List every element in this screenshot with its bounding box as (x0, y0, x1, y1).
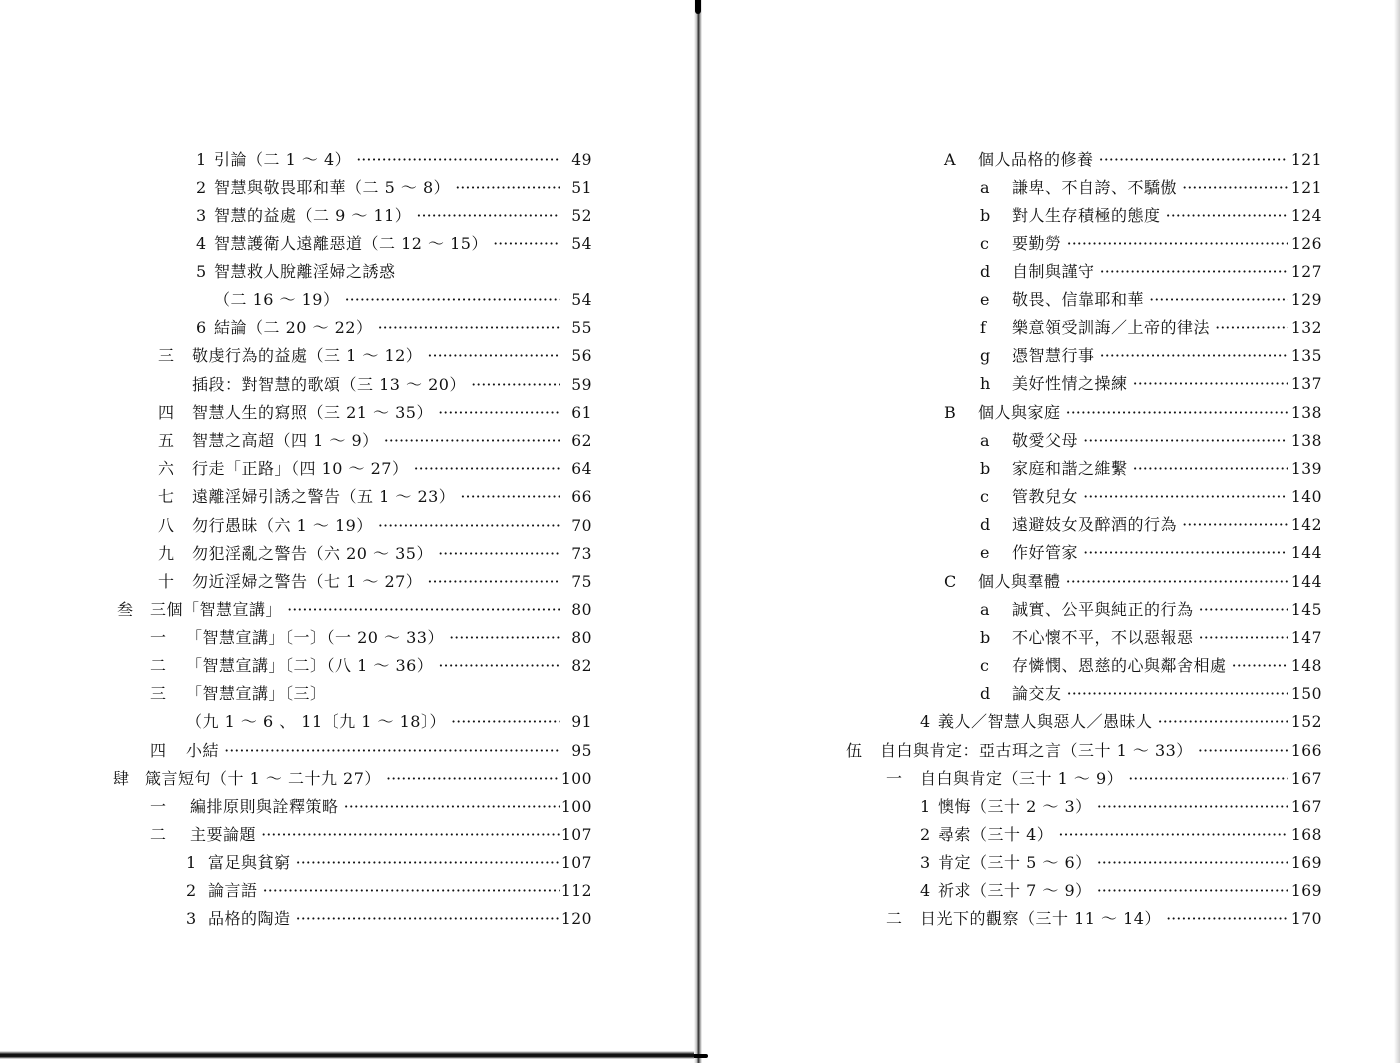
toc-entry-page-number: 64 (571, 460, 592, 478)
toc-entry-title: 義人／智慧人與惡人／愚昧人 ····· (938, 710, 1288, 734)
toc-entry-page-number: 138 (1290, 404, 1322, 422)
toc-entry-title: 箴言短句（十 1 ～ 二十九 27） ····· (145, 767, 560, 791)
toc-entry (706, 260, 1400, 284)
toc-entry (0, 288, 694, 312)
toc-entry-page-number: 150 (1290, 685, 1322, 703)
toc-entry-number: 4 (920, 881, 931, 900)
toc-entry-page-number: 152 (1290, 713, 1322, 731)
toc-entry-page-number: 144 (1290, 544, 1322, 562)
toc-entry-page-number: 169 (1290, 882, 1322, 900)
toc-entry-number: B (944, 403, 957, 422)
toc-entry (0, 148, 694, 172)
toc-entry-title: 憑智慧行事 ····· (1012, 344, 1288, 368)
toc-entry-number: 九 (158, 544, 175, 563)
toc-entry-title: 誠實、公平與純正的行為 ····· (1012, 598, 1288, 622)
toc-entry-page-number: 82 (571, 657, 592, 675)
toc-entry (706, 148, 1400, 172)
toc-entry-page-number: 126 (1290, 235, 1322, 253)
toc-entry-page-number: 91 (571, 713, 592, 731)
toc-entry-page-number: 52 (571, 207, 592, 225)
toc-entry (706, 626, 1400, 650)
toc-entry-page-number: 121 (1290, 151, 1322, 169)
toc-entry-title: 遠離淫婦引誘之警告（五 1 ～ 23） ····· (192, 485, 560, 509)
toc-entry-page-number: 55 (571, 319, 592, 337)
toc-entry-number: c (980, 234, 990, 253)
toc-entry-number: 1 (920, 797, 931, 816)
toc-entry-title: 智慧護衛人遠離惡道（二 12 ～ 15） ····· (214, 232, 560, 256)
binding-mark-top (695, 0, 701, 14)
toc-entry-title: 智慧之高超（四 1 ～ 9） ····· (192, 429, 560, 453)
toc-entry-number: d (980, 684, 991, 703)
toc-entry (706, 429, 1400, 453)
toc-entry-page-number: 80 (571, 601, 592, 619)
toc-entry-page-number: 124 (1290, 207, 1322, 225)
toc-entry-title: 自白與肯定（三十 1 ～ 9） ····· (920, 767, 1288, 791)
toc-entry-page-number: 167 (1290, 770, 1322, 788)
toc-entry (706, 513, 1400, 537)
toc-entry-title: 智慧與敬畏耶和華（二 5 ～ 8） ····· (214, 176, 560, 200)
toc-entry (0, 429, 694, 453)
toc-entry (0, 795, 694, 819)
page-bottom-edge (0, 1051, 694, 1059)
toc-entry-title: 論交友 ····· (1012, 682, 1288, 706)
toc-entry-number: e (980, 290, 990, 309)
toc-entry (706, 879, 1400, 903)
toc-entry-number: b (980, 459, 991, 478)
toc-entry (0, 626, 694, 650)
toc-entry-page-number: 170 (1290, 910, 1322, 928)
toc-entry-page-number: 140 (1290, 488, 1322, 506)
toc-entry-number: a (980, 178, 991, 197)
toc-entry-title: 「智慧宣講」〔一〕（一 20 ～ 33） ····· (186, 626, 560, 650)
right-page (706, 0, 1400, 1063)
toc-entry (706, 795, 1400, 819)
toc-entry-page-number: 54 (571, 291, 592, 309)
toc-entry-number: c (980, 487, 990, 506)
toc-entry-page-number: 100 (560, 770, 592, 788)
toc-entry-page-number: 70 (571, 517, 592, 535)
toc-entry-number: 三 (150, 684, 167, 703)
toc-entry-title: 謙卑、不自誇、不驕傲 ····· (1012, 176, 1288, 200)
toc-entry (706, 457, 1400, 481)
toc-entry-number: 2 (186, 881, 197, 900)
toc-entry (0, 344, 694, 368)
toc-entry (706, 485, 1400, 509)
toc-entry-page-number: 51 (571, 179, 592, 197)
toc-entry-title: 主要論題 ····· (190, 823, 560, 847)
toc-entry-title: 存憐憫、恩慈的心與鄰舍相處 ····· (1012, 654, 1288, 678)
toc-entry-page-number: 120 (560, 910, 592, 928)
toc-entry (706, 598, 1400, 622)
toc-entry-page-number: 107 (560, 854, 592, 872)
toc-entry-title: 勿行愚昧（六 1 ～ 19） ····· (192, 514, 560, 538)
toc-entry-number: 6 (196, 318, 207, 337)
toc-entry-number: g (980, 346, 991, 365)
toc-entry-page-number: 166 (1290, 742, 1322, 760)
toc-entry-title: 尋索（三十 4） ····· (938, 823, 1288, 847)
toc-entry-number: d (980, 262, 991, 281)
toc-entry (0, 879, 694, 903)
toc-entry-number: a (980, 600, 991, 619)
toc-entry-number: 二 (150, 656, 167, 675)
toc-entry-number: 2 (920, 825, 931, 844)
toc-entry-number: 二 (886, 909, 903, 928)
toc-entry-page-number: 56 (571, 347, 592, 365)
toc-entry-number: 2 (196, 178, 207, 197)
toc-entry-number: 三 (158, 346, 175, 365)
toc-entry-number: 一 (886, 769, 903, 788)
toc-entry-title: 結論（二 20 ～ 22） ····· (214, 316, 560, 340)
toc-entry-title: 智慧的益處（二 9 ～ 11） ····· (214, 204, 560, 228)
toc-entry-page-number: 167 (1290, 798, 1322, 816)
toc-entry-number: 五 (158, 431, 175, 450)
toc-entry-number: 4 (196, 234, 207, 253)
toc-entry (706, 176, 1400, 200)
toc-entry-number: 二 (150, 825, 167, 844)
right-toc-list (706, 0, 1400, 1063)
toc-entry (0, 401, 694, 425)
toc-entry-number: b (980, 628, 991, 647)
toc-entry (0, 823, 694, 847)
toc-entry-number: 肆 (113, 769, 130, 788)
toc-entry-page-number: 59 (571, 376, 592, 394)
toc-entry-page-number: 121 (1290, 179, 1322, 197)
toc-entry-page-number: 61 (571, 404, 592, 422)
toc-entry-number: h (980, 374, 991, 393)
toc-entry-number: 一 (150, 797, 167, 816)
toc-entry-page-number: 135 (1290, 347, 1322, 365)
toc-entry-page-number: 144 (1290, 573, 1322, 591)
toc-entry-number: e (980, 543, 990, 562)
toc-entry-page-number: 139 (1290, 460, 1322, 478)
toc-entry-page-number: 54 (571, 235, 592, 253)
toc-entry (0, 232, 694, 256)
toc-entry-title: 對人生存積極的態度 ····· (1012, 204, 1288, 228)
toc-entry-title: 勿近淫婦之警告（七 1 ～ 27） ····· (192, 570, 560, 594)
toc-entry-title: 插段：對智慧的歌頌（三 13 ～ 20） ····· (192, 373, 560, 397)
toc-entry-page-number: 148 (1290, 657, 1322, 675)
toc-entry-page-number: 127 (1290, 263, 1322, 281)
toc-entry (706, 682, 1400, 706)
toc-entry (0, 767, 694, 791)
toc-entry-title: 編排原則與詮釋策略 ····· (190, 795, 560, 819)
toc-entry (0, 260, 694, 284)
toc-entry (706, 372, 1400, 396)
toc-entry-title: 管教兒女 ····· (1012, 485, 1288, 509)
toc-entry (706, 570, 1400, 594)
toc-entry-page-number: 100 (560, 798, 592, 816)
toc-entry (0, 542, 694, 566)
toc-entry-title: 三個「智慧宣講」 ····· (150, 598, 560, 622)
toc-entry (0, 682, 694, 706)
toc-entry-title: 勿犯淫亂之警告（六 20 ～ 35） ····· (192, 542, 560, 566)
toc-entry-title: 個人品格的修養 ····· (978, 148, 1288, 172)
toc-entry-page-number: 80 (571, 629, 592, 647)
book-gutter (694, 0, 702, 1063)
toc-entry-title: 個人與家庭 ····· (978, 401, 1288, 425)
toc-entry (0, 710, 694, 734)
toc-entry-number: 八 (158, 516, 175, 535)
toc-entry (0, 907, 694, 931)
toc-entry-page-number: 137 (1290, 375, 1322, 393)
toc-entry-title: 遠避妓女及醉酒的行為 ····· (1012, 513, 1288, 537)
left-page (0, 0, 694, 1063)
toc-entry-title: 祈求（三十 7 ～ 9） ····· (938, 879, 1288, 903)
toc-entry (706, 288, 1400, 312)
toc-entry-page-number: 73 (571, 545, 592, 563)
toc-entry (0, 739, 694, 763)
toc-entry-title: 敬畏、信靠耶和華 ····· (1012, 288, 1288, 312)
toc-entry-title: 自白與肯定：亞古珥之言（三十 1 ～ 33） ····· (880, 739, 1288, 763)
toc-entry-title: 智慧人生的寫照（三 21 ～ 35） ····· (192, 401, 560, 425)
toc-entry-title: 敬愛父母 ····· (1012, 429, 1288, 453)
toc-entry-title: 「智慧宣講」〔三〕 (186, 684, 327, 703)
toc-entry-title: 論言語 ····· (208, 879, 560, 903)
toc-entry (0, 570, 694, 594)
toc-entry-title: 美好性情之操練 ····· (1012, 372, 1288, 396)
toc-entry-title: 行走「正路」（四 10 ～ 27） ····· (192, 457, 560, 481)
toc-entry-number: 5 (196, 262, 207, 281)
toc-entry-number: f (980, 318, 987, 337)
toc-entry-page-number: 147 (1290, 629, 1322, 647)
toc-entry-page-number: 142 (1290, 516, 1322, 534)
toc-entry-number: 叁 (117, 600, 134, 619)
toc-entry-page-number: 66 (571, 488, 592, 506)
toc-entry-number: 1 (186, 853, 197, 872)
toc-entry-page-number: 132 (1290, 319, 1322, 337)
toc-entry-title: 「智慧宣講」〔二〕（八 1 ～ 36） ····· (186, 654, 560, 678)
toc-entry (0, 485, 694, 509)
toc-entry (0, 373, 694, 397)
toc-entry-title: 懊悔（三十 2 ～ 3） ····· (938, 795, 1288, 819)
toc-entry (0, 598, 694, 622)
toc-entry-page-number: 145 (1290, 601, 1322, 619)
toc-entry-page-number: 49 (571, 151, 592, 169)
toc-entry-number: 4 (920, 712, 931, 731)
toc-entry-page-number: 62 (571, 432, 592, 450)
toc-entry (706, 823, 1400, 847)
toc-entry (706, 401, 1400, 425)
toc-entry-number: 1 (196, 150, 207, 169)
toc-entry (0, 176, 694, 200)
toc-entry-number: 十 (158, 572, 175, 591)
toc-entry-number: 伍 (846, 741, 863, 760)
toc-entry-number: 七 (158, 487, 175, 506)
toc-entry (706, 654, 1400, 678)
toc-entry-number: a (980, 431, 991, 450)
toc-entry-number: d (980, 515, 991, 534)
toc-entry (706, 204, 1400, 228)
toc-entry-number: 四 (150, 741, 167, 760)
toc-entry-number: 3 (196, 206, 207, 225)
toc-entry-title: 品格的陶造 ····· (208, 907, 560, 931)
toc-entry-title: 小結 ····· (186, 739, 560, 763)
toc-entry-title: 個人與羣體 ····· (978, 570, 1288, 594)
toc-entry-title: 富足與貧窮 ····· (208, 851, 560, 875)
toc-entry-page-number: 169 (1290, 854, 1322, 872)
toc-entry-title: 引論（二 1 ～ 4） ····· (214, 148, 560, 172)
toc-entry-title: 日光下的觀察（三十 11 ～ 14） ····· (920, 907, 1288, 931)
toc-entry-number: C (944, 572, 957, 591)
toc-entry (0, 851, 694, 875)
toc-entry-title: 智慧救人脫離淫婦之誘惑 (214, 262, 396, 281)
toc-entry-number: 六 (158, 459, 175, 478)
toc-entry-title: （九 1 ～ 6 、 11〔九 1 ～ 18〕） ····· (186, 710, 560, 734)
toc-entry-page-number: 107 (560, 826, 592, 844)
toc-entry-number: c (980, 656, 990, 675)
toc-entry (706, 710, 1400, 734)
toc-entry-title: 敬虔行為的益處（三 1 ～ 12） ····· (192, 344, 560, 368)
toc-entry-title: （二 16 ～ 19） ····· (214, 288, 560, 312)
toc-entry-title: 家庭和諧之維繫 ····· (1012, 457, 1288, 481)
toc-entry (0, 457, 694, 481)
left-toc-list (0, 0, 694, 1063)
toc-entry-page-number: 138 (1290, 432, 1322, 450)
toc-entry-title: 自制與謹守 ····· (1012, 260, 1288, 284)
toc-entry (706, 316, 1400, 340)
toc-entry (706, 851, 1400, 875)
toc-entry-page-number: 129 (1290, 291, 1322, 309)
toc-entry (0, 654, 694, 678)
toc-entry-page-number: 168 (1290, 826, 1322, 844)
toc-entry-page-number: 95 (571, 742, 592, 760)
toc-entry-title: 要勤勞 ····· (1012, 232, 1288, 256)
toc-entry-title: 不心懷不平，不以惡報惡 ····· (1012, 626, 1288, 650)
toc-entry-number: 3 (920, 853, 931, 872)
toc-entry-number: 一 (150, 628, 167, 647)
toc-entry-page-number: 112 (560, 882, 592, 900)
toc-entry (706, 739, 1400, 763)
toc-entry-page-number: 75 (571, 573, 592, 591)
toc-entry (0, 204, 694, 228)
toc-entry (706, 541, 1400, 565)
toc-entry (706, 344, 1400, 368)
toc-entry-title: 樂意領受訓誨／上帝的律法 ····· (1012, 316, 1288, 340)
toc-entry-title: 肯定（三十 5 ～ 6） ····· (938, 851, 1288, 875)
toc-entry-title: 作好管家 ····· (1012, 541, 1288, 565)
toc-entry-number: A (944, 150, 957, 169)
toc-entry (706, 767, 1400, 791)
toc-entry (0, 514, 694, 538)
toc-entry-number: 四 (158, 403, 175, 422)
toc-entry (706, 232, 1400, 256)
toc-entry-number: 3 (186, 909, 197, 928)
toc-entry (706, 907, 1400, 931)
toc-entry (0, 316, 694, 340)
toc-entry-number: b (980, 206, 991, 225)
